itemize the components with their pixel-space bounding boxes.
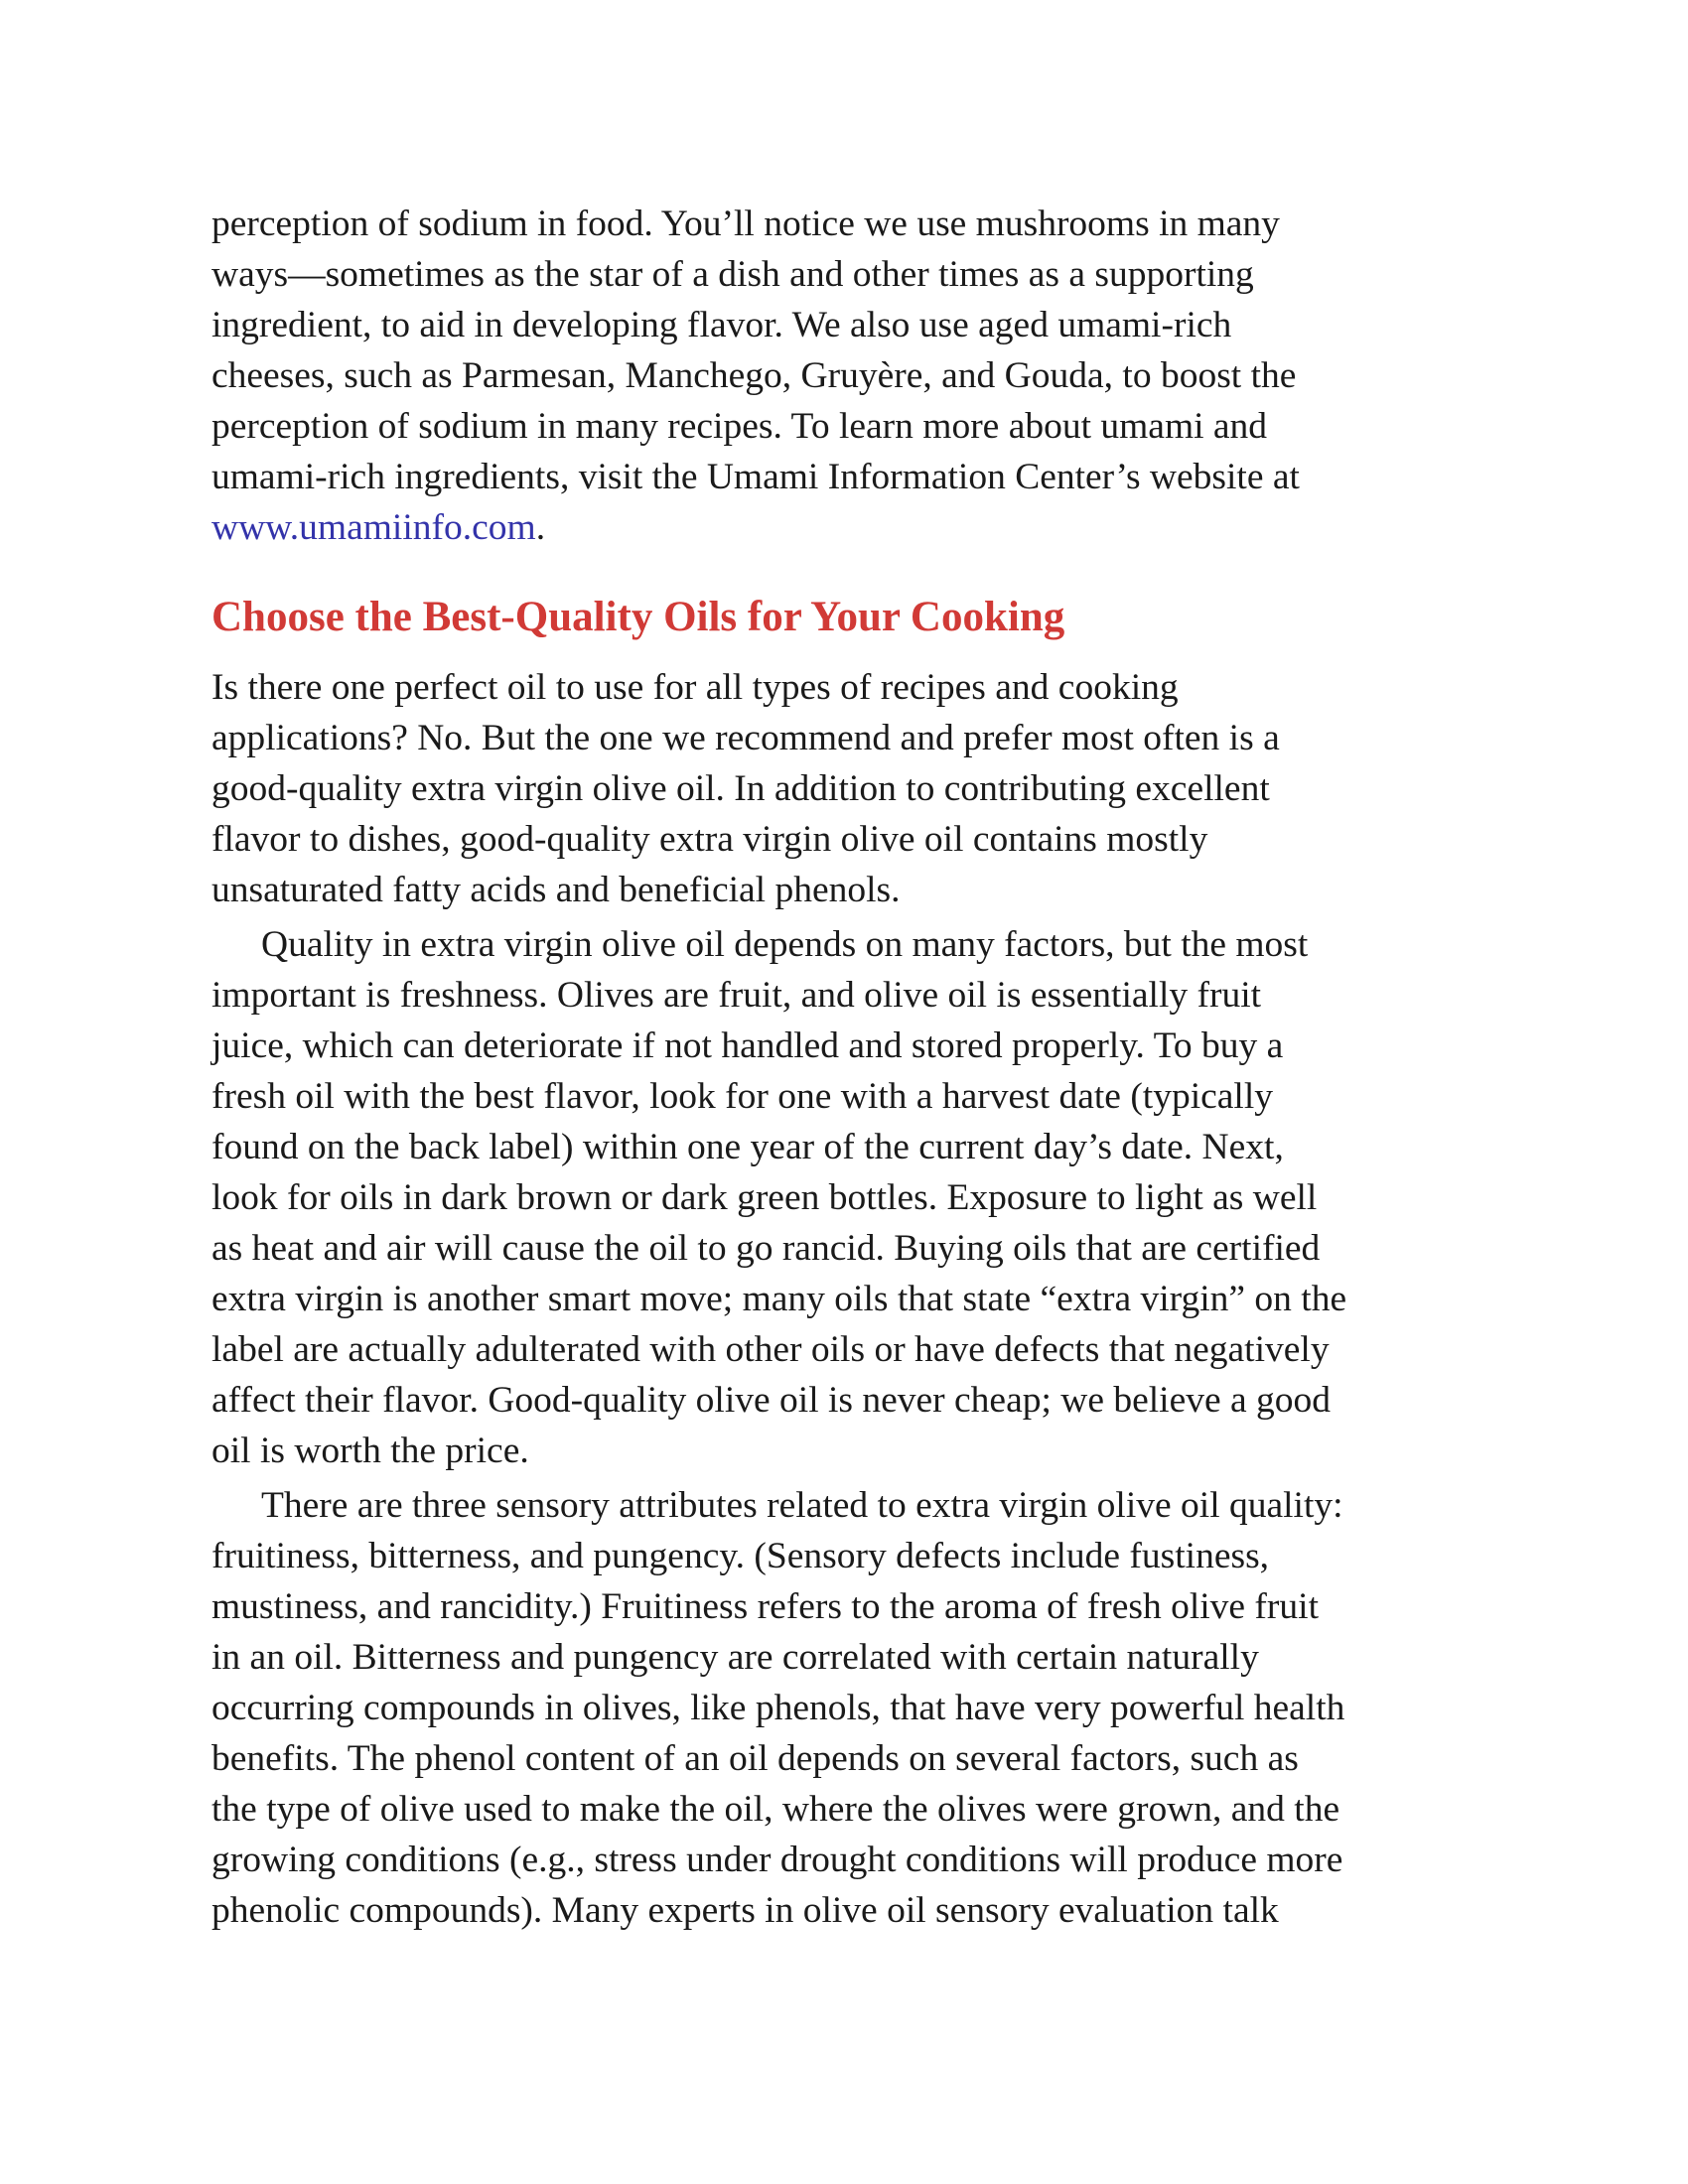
link-trailing-punctuation: . [535,507,546,548]
text-line: fresh oil with the best flavor, look for one with a harvest date (typically [211,1076,1274,1117]
paragraph-oil-quality [211,919,1502,1476]
paragraph-sensory-attributes [211,1480,1502,1936]
text-line: perception of sodium in food. You’ll notice we use mushrooms in many [211,204,1280,244]
text-line: cheeses, such as Parmesan, Manchego, Gruyère, and Gouda, to boost the [211,355,1297,396]
text-line: label are actually adulterated with other oils or have defects that negatively [211,1329,1330,1370]
text-line: the type of olive used to make the oil, where the olives were grown, and the [211,1789,1340,1830]
text-line [211,1480,1502,1531]
text-line: oil is worth the price. [211,1431,529,1471]
text-line [211,502,1502,553]
text-line: flavor to dishes, good-quality extra virgin olive oil contains mostly [211,819,1208,860]
text-line: perception of sodium in many recipes. To learn more about umami and [211,406,1268,447]
text-line: growing conditions (e.g., stress under drought conditions will produce more [211,1840,1343,1880]
text-line: as heat and air will cause the oil to go rancid. Buying oils that are certified [211,1228,1321,1269]
text-line [211,919,1502,970]
text-line: ways—sometimes as the star of a dish and other times as a supporting [211,254,1254,295]
text-line: Is there one perfect oil to use for all types of recipes and cooking [211,667,1179,708]
document-page [211,199,1502,1936]
text-line: applications? No. But the one we recommend and prefer most often is a [211,718,1280,758]
text-line: extra virgin is another smart move; many oils that state “extra virgin” on the [211,1279,1347,1319]
text-line: in an oil. Bitterness and pungency are correlated with certain naturally [211,1637,1259,1678]
text-line: occurring compounds in olives, like phenols, that have very powerful health [211,1688,1345,1728]
intro-paragraph [211,199,1502,553]
text-line: good-quality extra virgin olive oil. In addition to contributing excellent [211,768,1270,809]
text-line: juice, which can deteriorate if not handled and stored properly. To buy a [211,1025,1284,1066]
text-line: mustiness, and rancidity.) Fruitiness refers to the aroma of fresh olive fruit [211,1586,1319,1627]
text-line: umami-rich ingredients, visit the Umami Information Center’s website at [211,457,1300,497]
text-line-content: Quality in extra virgin olive oil depends on many factors, but the most [261,924,1309,965]
paragraph-oil-intro [211,662,1502,915]
text-line-content: There are three sensory attributes related to extra virgin olive oil quality: [261,1485,1343,1526]
text-line: unsaturated fatty acids and beneficial phenols. [211,870,901,910]
text-line: affect their flavor. Good-quality olive oil is never cheap; we believe a good [211,1380,1332,1421]
text-line: benefits. The phenol content of an oil depends on several factors, such as [211,1738,1299,1779]
text-line: fruitiness, bitterness, and pungency. (Sensory defects include fustiness, [211,1536,1270,1576]
text-line: important is freshness. Olives are fruit, and olive oil is essentially fruit [211,975,1262,1016]
text-line: look for oils in dark brown or dark green bottles. Exposure to light as well [211,1177,1318,1218]
text-line: found on the back label) within one year of the current day’s date. Next, [211,1127,1284,1167]
text-line: ingredient, to aid in developing flavor. We also use aged umami-rich [211,305,1232,345]
section-heading: Choose the Best-Quality Oils for Your Cooking [211,594,1065,640]
text-line: phenolic compounds). Many experts in olive oil sensory evaluation talk [211,1890,1279,1931]
umami-website-link[interactable]: www.umamiinfo.com [211,507,536,548]
